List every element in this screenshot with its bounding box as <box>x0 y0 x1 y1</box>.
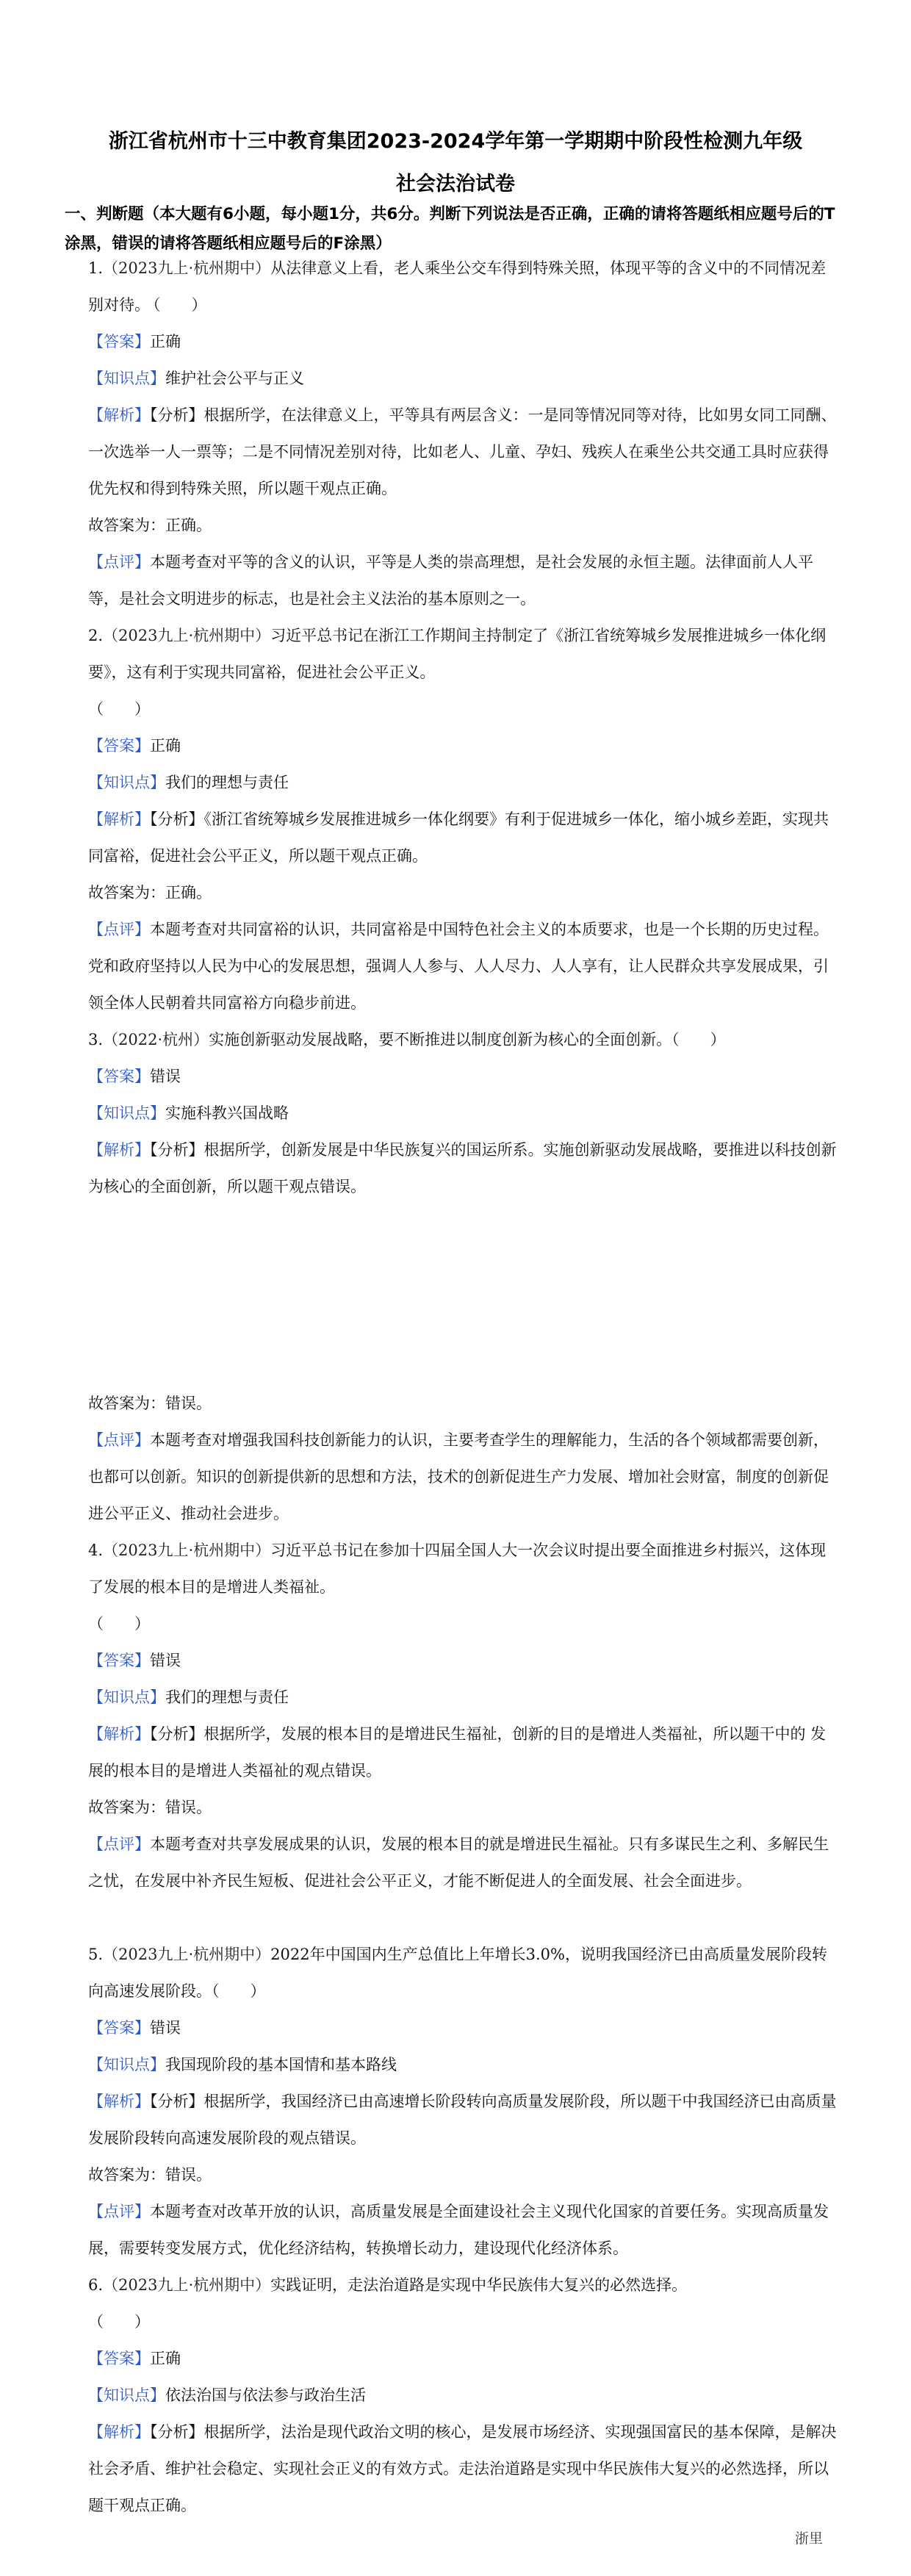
question-source: （2023九上·杭州期中） <box>103 1541 271 1559</box>
analysis-text: 【分析】根据所学，在法律意义上，平等具有两层含义：一是同等情况同等对待，比如男女同工同酬、一次选举一人一票等；二是不同情况差别对待，比如老人、儿童、孕妇、残疾人在乘坐公共交通工具时应获得优先权和得到特殊关照，所以题干观点正确。 <box>88 406 837 497</box>
question-6-stem <box>88 2267 838 2340</box>
knowledge-value: 依法治国与依法参与政治生活 <box>165 2386 366 2404</box>
answer-value: 正确 <box>150 2350 181 2367</box>
page-footer: 浙里 <box>794 2530 823 2547</box>
section-heading: 一、判断题（本大题有6小题，每小题1分，共6分。判断下列说法是否正确，正确的请将答题纸相应题号后的T涂黑，错误的请将答题纸相应题号后的F涂黑） <box>65 205 835 253</box>
question-number: 4. <box>88 1541 104 1559</box>
analysis-tag: 【解析】 <box>88 2093 150 2110</box>
knowledge-tag: 【知识点】 <box>88 370 165 387</box>
knowledge-tag: 【知识点】 <box>88 1688 165 1706</box>
answer-value: 错误 <box>150 2019 181 2037</box>
answer-blank: （ ） <box>88 700 150 718</box>
question-3-conclusion: 故答案为：错误。 <box>88 1395 212 1412</box>
comment-tag: 【点评】 <box>88 553 150 571</box>
answer-blank: （ ） <box>671 1031 726 1048</box>
question-3-comment <box>88 1422 838 1532</box>
comment-text: 本题考查对改革开放的认识，高质量发展是全面建设社会主义现代化国家的首要任务。实现高质量发展，需要转变发展方式，优化经济结构，转换增长动力，建设现代化经济体系。 <box>88 2203 829 2257</box>
question-4-conclusion: 故答案为：错误。 <box>88 1799 212 1816</box>
question-4-comment <box>88 1826 838 1899</box>
knowledge-value: 我国现阶段的基本国情和基本路线 <box>165 2056 397 2073</box>
comment-text: 本题考查对平等的含义的认识，平等是人类的崇高理想，是社会发展的永恒主题。法律面前人人平等，是社会文明进步的标志，也是社会主义法治的基本原则之一。 <box>88 553 813 608</box>
question-number: 1. <box>88 259 104 277</box>
analysis-text: 【分析】根据所学，我国经济已由高速增长阶段转向高质量发展阶段，所以题干中我国经济已由高质量发展阶段转向高速发展阶段的观点错误。 <box>88 2093 837 2147</box>
knowledge-value: 维护社会公平与正义 <box>165 370 304 387</box>
question-5-answer <box>88 2010 838 2046</box>
question-1-analysis <box>88 397 838 507</box>
question-2-knowledge <box>88 764 838 801</box>
question-5-stem <box>88 1936 838 2010</box>
question-number: 3. <box>88 1031 104 1048</box>
knowledge-value: 我们的理想与责任 <box>165 774 289 791</box>
knowledge-tag: 【知识点】 <box>88 2056 165 2073</box>
knowledge-tag: 【知识点】 <box>88 1104 165 1122</box>
knowledge-tag: 【知识点】 <box>88 2386 165 2404</box>
question-4-answer <box>88 1642 838 1679</box>
question-number: 2. <box>88 627 104 644</box>
doc-title-line-1: 浙江省杭州市十三中教育集团2023-2024学年第一学期期中阶段性检测九年级 <box>108 130 803 153</box>
question-text: 习近平总书记在参加十四届全国人大一次会议时提出要全面推进乡村振兴，这体现了发展的根本目的是增进人类福祉。 <box>88 1541 827 1596</box>
question-2-comment <box>88 911 838 1021</box>
question-2-conclusion: 故答案为：正确。 <box>88 884 212 902</box>
question-4-analysis <box>88 1716 838 1789</box>
question-source: （2022·杭州） <box>103 1031 209 1048</box>
question-3-knowledge <box>88 1095 838 1132</box>
question-2-analysis <box>88 801 838 874</box>
analysis-tag: 【解析】 <box>88 2423 150 2441</box>
analysis-text: 【分析】根据所学，法治是现代政治文明的核心，是发展市场经济、实现强国富民的基本保障，是解决社会矛盾、维护社会稳定、实现社会正义的有效方式。走法治道路是实现中华民族伟大复兴的必然选择，所以题干观点正确。 <box>88 2423 837 2514</box>
answer-value: 错误 <box>150 1068 181 1085</box>
knowledge-tag: 【知识点】 <box>88 774 165 791</box>
question-4-stem <box>88 1532 838 1642</box>
question-3-analysis <box>88 1132 838 1205</box>
analysis-text: 【分析】根据所学，发展的根本目的是增进民生福祉，创新的目的是增进人类福祉，所以题干中的 发展的根本目的是增进人类福祉的观点错误。 <box>88 1725 827 1780</box>
knowledge-value: 我们的理想与责任 <box>165 1688 289 1706</box>
analysis-text: 【分析】根据所学，创新发展是中华民族复兴的国运所系。实施创新驱动发展战略，要推进以科技创新为核心的全面创新，所以题干观点错误。 <box>88 1141 837 1195</box>
question-6-analysis <box>88 2414 838 2524</box>
comment-tag: 【点评】 <box>88 2203 150 2220</box>
answer-blank: （ ） <box>88 1615 150 1633</box>
question-3-answer <box>88 1058 838 1095</box>
comment-text: 本题考查对共同富裕的认识，共同富裕是中国特色社会主义的本质要求，也是一个长期的历史过程。党和政府坚持以人民为中心的发展思想，强调人人参与、人人尽力、人人享有，让人民群众共享发展成果，引领全体人民朝着共同富裕方向稳步前进。 <box>88 921 829 1012</box>
question-text: 从法律意义上看，老人乘坐公交车得到特殊关照，体现平等的含义中的不同情况差别对待。 <box>88 259 827 314</box>
answer-value: 正确 <box>150 333 181 350</box>
question-2-answer <box>88 727 838 764</box>
question-number: 6. <box>88 2276 104 2294</box>
question-5-comment <box>88 2193 838 2267</box>
answer-blank: （ ） <box>153 296 207 314</box>
question-text: 实施创新驱动发展战略，要不断推进以制度创新为核心的全面创新。 <box>209 1031 672 1048</box>
analysis-tag: 【解析】 <box>88 810 150 828</box>
question-2-stem <box>88 617 838 727</box>
question-3-stem <box>88 1021 838 1058</box>
question-5-conclusion: 故答案为：错误。 <box>88 2166 212 2184</box>
doc-title-line-2: 社会法治试卷 <box>396 173 515 195</box>
analysis-tag: 【解析】 <box>88 1141 150 1159</box>
question-1-stem <box>88 250 838 323</box>
question-source: （2023九上·杭州期中） <box>103 627 271 644</box>
question-source: （2023九上·杭州期中） <box>103 2276 271 2294</box>
question-1-comment <box>88 544 838 617</box>
question-4-knowledge <box>88 1679 838 1716</box>
answer-tag: 【答案】 <box>88 333 150 350</box>
question-6-answer <box>88 2340 838 2377</box>
question-number: 5. <box>88 1946 104 1963</box>
question-source: （2023九上·杭州期中） <box>103 1946 271 1963</box>
analysis-tag: 【解析】 <box>88 406 150 424</box>
answer-value: 正确 <box>150 737 181 755</box>
comment-text: 本题考查对共享发展成果的认识，发展的根本目的就是增进民生福祉。只有多谋民生之利、多解民生之忧，在发展中补齐民生短板、促进社会公平正义，才能不断促进人的全面发展、社会全面进步。 <box>88 1835 829 1890</box>
question-text: 实践证明，走法治道路是实现中华民族伟大复兴的必然选择。 <box>270 2276 688 2294</box>
comment-tag: 【点评】 <box>88 1835 150 1853</box>
question-5-analysis <box>88 2083 838 2156</box>
question-text: 习近平总书记在浙江工作期间主持制定了《浙江省统筹城乡发展推进城乡一体化纲要》，这有利于实现共同富裕，促进社会公平正义。 <box>88 627 827 681</box>
answer-blank: （ ） <box>88 2313 150 2331</box>
analysis-text: 【分析】《浙江省统筹城乡发展推进城乡一体化纲要》有利于促进城乡一体化，缩小城乡差距，实现共同富裕，促进社会公平正义，所以题干观点正确。 <box>88 810 829 865</box>
comment-tag: 【点评】 <box>88 921 150 938</box>
answer-tag: 【答案】 <box>88 1068 150 1085</box>
question-source: （2023九上·杭州期中） <box>103 259 271 277</box>
answer-tag: 【答案】 <box>88 1652 150 1669</box>
analysis-tag: 【解析】 <box>88 1725 150 1743</box>
question-6-knowledge <box>88 2377 838 2414</box>
question-1-knowledge <box>88 360 838 397</box>
question-1-answer <box>88 323 838 360</box>
answer-blank: （ ） <box>212 1982 266 2000</box>
answer-tag: 【答案】 <box>88 737 150 755</box>
answer-value: 错误 <box>150 1652 181 1669</box>
knowledge-value: 实施科教兴国战略 <box>165 1104 289 1122</box>
comment-tag: 【点评】 <box>88 1431 150 1449</box>
question-text: 2022年中国国内生产总值比上年增长3.0%，说明我国经济已由高质量发展阶段转向高速发展阶段。 <box>88 1946 827 2000</box>
question-1-conclusion: 故答案为：正确。 <box>88 517 212 534</box>
answer-tag: 【答案】 <box>88 2019 150 2037</box>
comment-text: 本题考查对增强我国科技创新能力的认识，主要考查学生的理解能力，生活的各个领域都需要创新，也都可以创新。知识的创新提供新的思想和方法，技术的创新促进生产力发展、增加社会财富，制度的创新促进公平正义、推动社会进步。 <box>88 1431 829 1522</box>
question-5-knowledge <box>88 2046 838 2083</box>
answer-tag: 【答案】 <box>88 2350 150 2367</box>
